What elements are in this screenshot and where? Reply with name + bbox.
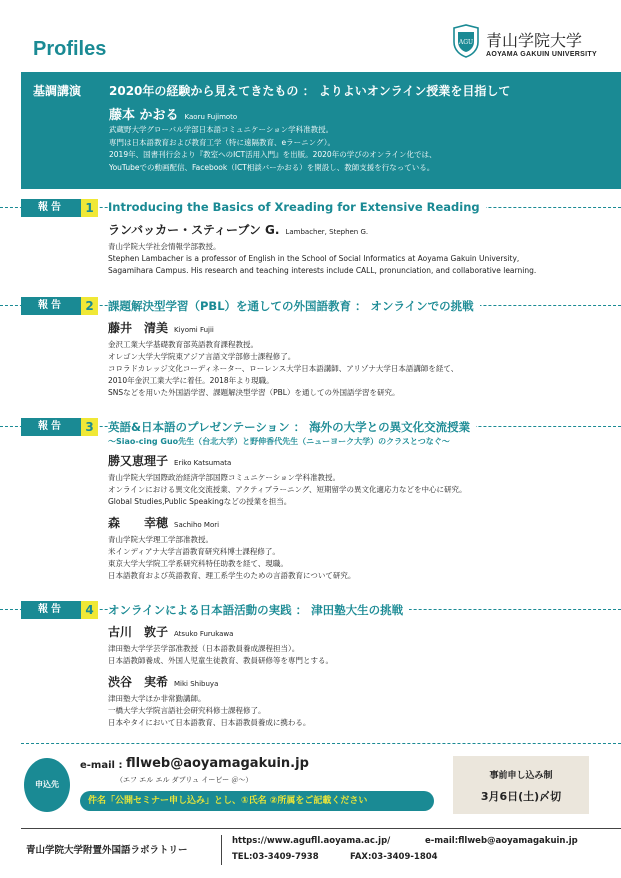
- speaker: [108, 221, 368, 238]
- keynote-speaker-name: 藤本 かおる: [109, 108, 179, 123]
- report-number: 3: [81, 418, 98, 436]
- bio-line: 青山学院大学理工学部准教授。: [108, 535, 213, 544]
- speaker-bio: [108, 241, 536, 277]
- speaker-name: 藤井 清美: [108, 321, 169, 335]
- bio-line: コロラドカレッジ文化コーディネーター、ローレンス大学日本語講師、アリゾナ大学日本語講師を経て、: [108, 364, 459, 373]
- speaker-name: 古川 敦子: [108, 625, 169, 639]
- speaker-name: ランバッカー・スティーブン G.: [108, 223, 280, 237]
- bio-line: 青山学院大学社会情報学部教授。: [108, 242, 221, 251]
- bio-line: 津田塾大学ほか非常勤講師。: [108, 694, 206, 703]
- footer-separator: [221, 835, 222, 865]
- bio-line: 日本やタイにおいて日本語教育、日本語教員養成に携わる。: [108, 718, 311, 727]
- logo-badge-text: AGU: [458, 39, 474, 46]
- speaker-name-en: Kiyomi Fujii: [174, 326, 214, 334]
- bio-line: Sagamihara Campus. His research and teaching interests include CALL, pronunciation, and collaborative learning.: [108, 266, 537, 275]
- speaker-bio: [108, 339, 458, 399]
- footer-fax: FAX:03-3409-1804: [350, 852, 438, 862]
- report-title: 課題解決型学習（PBL）を通しての外国語教育 ： オンラインでの挑戦: [108, 298, 480, 314]
- bio-line: 米インディアナ大学言語教育研究科博士課程修了。: [108, 547, 280, 556]
- speaker-bio: [108, 643, 333, 667]
- report-label: 報告: [21, 418, 81, 436]
- report-title: オンラインによる日本語活動の実践 ： 津田塾大生の挑戦: [108, 602, 409, 618]
- report-label: 報告: [21, 199, 81, 217]
- bio-line: Stephen Lambacher is a professor of English in the School of Social Informatics at Aoyama Gakuin University,: [108, 254, 520, 263]
- report-number: 2: [81, 297, 98, 315]
- page-title: Profiles: [33, 38, 107, 60]
- speaker: [108, 514, 219, 531]
- footer-tel: TEL:03-3409-7938: [232, 852, 319, 862]
- speaker-bio: [108, 534, 355, 582]
- keynote-title: 2020年の経験から見えてきたもの ： よりよいオンライン授業を目指して: [109, 84, 511, 98]
- speaker-name-en: Atsuko Furukawa: [174, 630, 234, 638]
- speaker-name: 森 幸穂: [108, 516, 169, 530]
- apply-email-link[interactable]: fllweb@aoyamagakuin.jp: [126, 756, 309, 771]
- logo-name-en: AOYAMA GAKUIN UNIVERSITY: [486, 51, 597, 58]
- bio-line: 2010年金沢工業大学に着任。2018年より現職。: [108, 376, 274, 385]
- bio-line: Global Studies,Public Speakingなどの授業を担当。: [108, 497, 292, 506]
- footer-divider: [21, 828, 621, 829]
- bio-line: 金沢工業大学基礎教育部英語教育課程教授。: [108, 340, 258, 349]
- section-divider: [21, 743, 621, 744]
- footer-org: 青山学院大学附置外国語ラボラトリー: [26, 845, 188, 856]
- shield-icon: [452, 24, 480, 58]
- bio-line: 日本語教師養成、外国人児童生徒教育、教員研修等を専門とする。: [108, 656, 333, 665]
- speaker-name-en: Sachiho Mori: [174, 521, 220, 529]
- footer-url-link[interactable]: https://www.agufll.aoyama.ac.jp/: [232, 836, 391, 846]
- speaker-bio: [108, 472, 467, 508]
- report-number: 4: [81, 601, 98, 619]
- bio-line: 2019年、国書刊行会より『教室へのICT活用入門』を出版。2020年の学びのオンライン化では、: [109, 150, 437, 159]
- keynote-speaker-en: Kaoru Fujimoto: [184, 113, 238, 121]
- bio-line: 東京大学大学院工学系研究科特任助教を経て、現職。: [108, 559, 288, 568]
- email-label: e-mail :: [80, 760, 123, 771]
- bio-line: 武蔵野大学グローバル学部日本語コミュニケーション学科准教授。: [109, 125, 334, 134]
- deadline-date: 3月6日(土)〆切: [480, 790, 562, 803]
- speaker-name: 渋谷 実希: [108, 675, 169, 689]
- deadline-box: [453, 756, 589, 814]
- report-label: 報告: [21, 297, 81, 315]
- apply-badge: 申込先: [24, 758, 70, 812]
- speaker: [108, 452, 231, 469]
- bio-line: オンラインにおける異文化交流授業、アクティブラーニング、短期留学の異文化適応力などを中心に研究。: [108, 485, 467, 494]
- subject-note: 件名「公開セミナー申し込み」とし、①氏名 ②所属をご記載ください: [80, 791, 434, 811]
- report-tag: [21, 199, 99, 217]
- keynote-bio: [109, 124, 436, 174]
- email-reading: （エフ エル エル ダブリュ イービー ＠～）: [116, 776, 253, 784]
- speaker: [108, 673, 218, 690]
- speaker-bio: [108, 693, 310, 729]
- speaker-name: 勝又恵理子: [108, 454, 169, 468]
- deadline-label: 事前申し込み制: [489, 771, 553, 781]
- bio-line: 日本語教育および英語教育、理工系学生のための言語教育について研究。: [108, 571, 356, 580]
- bio-line: 津田塾大学学芸学部准教授（日本語教員養成課程担当）。: [108, 644, 300, 653]
- bio-line: 青山学院大学国際政治経済学部国際コミュニケーション学科准教授。: [108, 473, 341, 482]
- bio-line: YouTubeでの動画配信、Facebook（ICT相談バーかおる）を開設し、教師支援を行なっている。: [109, 162, 435, 172]
- speaker-name-en: Miki Shibuya: [174, 680, 219, 688]
- footer-email-link[interactable]: e-mail:fllweb@aoyamagakuin.jp: [425, 836, 578, 846]
- keynote-speaker: [109, 104, 237, 123]
- report-subtitle: ～Siao-cing Guo先生（台北大学）と野伸香代先生（ニューヨーク大学）のクラスとつなぐ～: [108, 437, 450, 446]
- report-number: 1: [81, 199, 98, 217]
- keynote-section: [21, 72, 621, 189]
- university-logo: [452, 24, 602, 66]
- speaker: [108, 319, 214, 336]
- report-tag: [21, 297, 99, 315]
- report-label: 報告: [21, 601, 81, 619]
- keynote-label: 基調講演: [33, 84, 82, 98]
- report-title: Introducing the Basics of Xreading for Extensive Reading: [108, 200, 486, 214]
- logo-name-jp: 青山学院大学: [486, 31, 583, 50]
- bio-line: SNSなどを用いた外国語学習、課題解決型学習（PBL）を通しての外国語学習を研究。: [108, 388, 400, 397]
- bio-line: 一橋大学大学院言語社会研究科修士課程修了。: [108, 706, 266, 715]
- report-tag: [21, 601, 99, 619]
- report-title: 英語&日本語のプレゼンテーション ： 海外の大学との異文化交流授業: [108, 419, 476, 435]
- speaker-name-en: Eriko Katsumata: [174, 459, 232, 467]
- speaker-name-en: Lambacher, Stephen G.: [285, 228, 369, 236]
- report-tag: [21, 418, 99, 436]
- bio-line: オレゴン大学大学院東アジア言語文学部修士課程修了。: [108, 352, 296, 361]
- speaker: [108, 623, 233, 640]
- bio-line: 専門は日本語教育および教育工学（特に遠隔教育、eラーニング）。: [109, 137, 335, 147]
